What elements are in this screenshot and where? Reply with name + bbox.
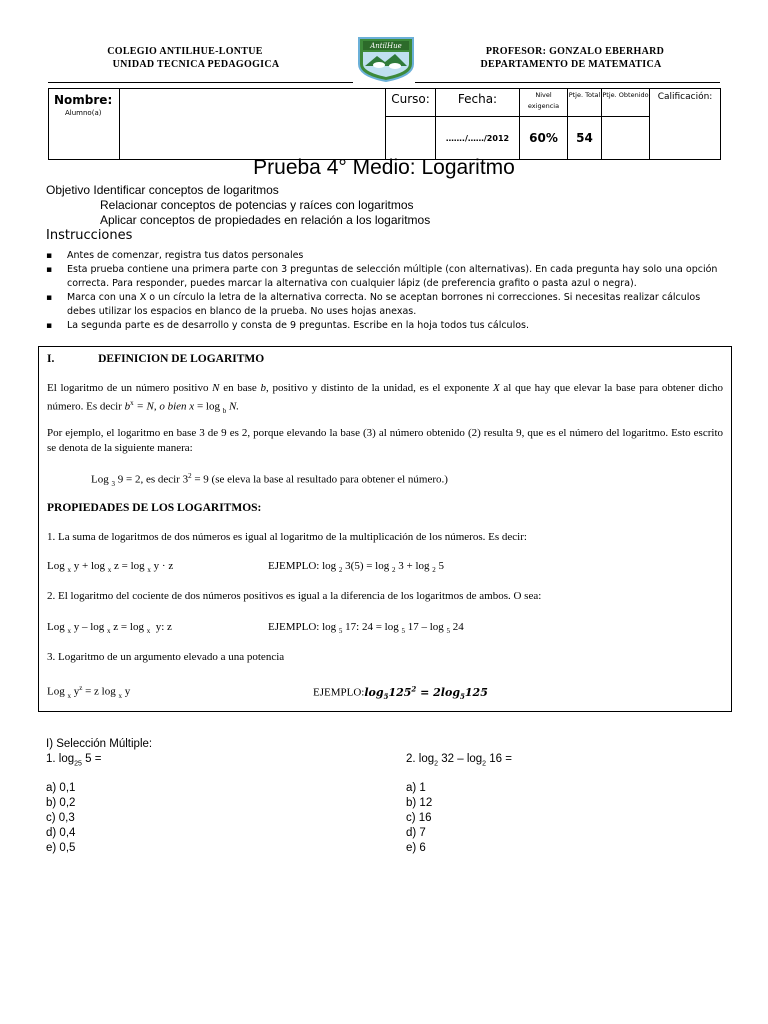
level-label: Nivel exigencia <box>520 89 568 117</box>
school-header <box>60 45 310 71</box>
definition-paragraph: El logaritmo de un número positivo N en base b, positivo y distinto de la unidad, es el exponente X al que hay que elevar la base para obtener dicho número. Es decir $b^x = N$, o bien x = log $_b$ N. <box>47 382 723 415</box>
teacher-name: PROFESOR: GONZALO EBERHARD <box>485 46 665 57</box>
example-formula: Log $_3$ 9 = 2, es decir $3^2 = 9$ (se eleva la base al resultado para obtener el número.) <box>91 472 448 488</box>
teacher-header <box>455 45 695 71</box>
property-2-example: EJEMPLO: log $_5$ 17: 24 = log $_5$ 17 – log $_5$ 24 <box>268 621 464 636</box>
question-1: 1. $\log_{25} 5$ = <box>46 753 102 768</box>
option-a[interactable]: a) 1 <box>406 782 426 794</box>
option-c[interactable]: c) 0,3 <box>46 812 75 824</box>
property-2-text: 2. El logaritmo del cociente de dos números positivos es igual a la diferencia de los logaritmos de ambos. O sea: <box>47 590 542 602</box>
instructions-heading: Instrucciones <box>46 228 133 243</box>
objective-1: Objetivo Identificar conceptos de logaritmos <box>46 183 279 197</box>
property-3-example: $EJEMPLO:\log_5125^2 = 2\log_5125$ <box>313 684 488 701</box>
property-3-text: 3. Logaritmo de un argumento elevado a una potencia <box>47 651 285 663</box>
name-field[interactable] <box>120 89 386 160</box>
definition-box <box>38 346 732 712</box>
total-score-label: Ptje. Total <box>568 89 602 117</box>
option-b[interactable]: b) 12 <box>406 797 433 809</box>
section-number: I. <box>47 353 55 365</box>
section-title: DEFINICION DE LOGARITMO <box>98 353 265 365</box>
school-logo <box>355 36 417 82</box>
option-c[interactable]: c) 16 <box>406 812 432 824</box>
obtained-score-label: Ptje. Obtenido <box>602 89 650 117</box>
example-paragraph: Por ejemplo, el logaritmo en base 3 de 9 es 2, porque elevando la base (3) al número obtenido (2) resulta 9, que es el número del logaritmo. Esto escrito se denota de la siguiente manera: <box>47 427 723 454</box>
property-1-text: 1. La suma de logaritmos de dos números es igual al logaritmo de la multiplicación de los números. Es decir: <box>47 531 527 543</box>
instruction-item: ▪ La segunda parte es de desarrollo y consta de 9 preguntas. Escribe en la hoja todos tus cálculos. <box>46 319 726 333</box>
multiple-choice-heading: I) Selección Múltiple: <box>46 738 153 750</box>
property-2-formula: Log $_x$ y – log $_x$ z = log $_x$ y: z <box>47 621 172 636</box>
objective-2: Relacionar conceptos de potencias y raíces con logaritmos <box>100 198 414 212</box>
school-name: COLEGIO ANTILHUE-LONTUE <box>107 46 263 57</box>
question-1-options <box>46 781 75 856</box>
grade-label: Calificación: <box>657 92 713 102</box>
property-3-formula: Log $_x$ $y^z = z$ log $_x$ y <box>47 684 131 700</box>
course-field[interactable] <box>386 117 436 160</box>
department-name: DEPARTAMENTO DE MATEMATICA <box>480 59 662 70</box>
instructions-list <box>46 249 726 333</box>
course-label: Curso: <box>386 89 436 117</box>
option-e[interactable]: e) 0,5 <box>46 842 76 854</box>
option-a[interactable]: a) 0,1 <box>46 782 76 794</box>
total-score-value: 54 <box>568 117 602 160</box>
option-d[interactable]: d) 0,4 <box>46 827 76 839</box>
date-label: Fecha: <box>436 89 520 117</box>
instruction-item: ▪ Marca con una X o un círculo la letra de la alternativa correcta. No se aceptan borrones ni correcciones. Si necesitas realizar cálculos debes utilizar los espacios en blanco de la prueba. No uses hojas anexas. <box>46 291 726 319</box>
option-d[interactable]: d) 7 <box>406 827 426 839</box>
student-info-table <box>48 88 721 160</box>
obtained-score-field[interactable] <box>602 117 650 160</box>
instruction-item: ▪ Antes de comenzar, registra tus datos personales <box>46 249 726 263</box>
logo-text: AntilHue <box>370 42 402 50</box>
question-2: 2. $\log_2 32 - \log_2 16$ = <box>406 753 512 768</box>
option-b[interactable]: b) 0,2 <box>46 797 76 809</box>
header-divider-left <box>48 82 353 83</box>
section-heading <box>47 352 723 367</box>
properties-title: PROPIEDADES DE LOS LOGARITMOS: <box>47 502 262 514</box>
grade-cell[interactable] <box>650 89 721 160</box>
instruction-item: ▪ Esta prueba contiene una primera parte con 3 preguntas de selección múltiple (con alternativas). En cada pregunta hay solo una opción correcta. Para responder, puedes marcar la alternativa con cualquier lápiz (de preferencia grafito o pasta azul o negra). <box>46 263 726 291</box>
objective-3: Aplicar conceptos de propiedades en relación a los logaritmos <box>100 213 431 227</box>
header-divider-right <box>415 82 720 83</box>
date-field[interactable]: ……./……/2012 <box>436 117 520 160</box>
property-1-formula: Log $_x$ y + log $_x$ z = log $_x$ y · z <box>47 560 174 575</box>
student-label: Alumno(a) <box>65 109 102 117</box>
school-unit: UNIDAD TECNICA PEDAGOGICA <box>112 59 280 70</box>
name-label: Nombre: <box>54 93 113 107</box>
level-value: 60% <box>520 117 568 160</box>
name-label-cell <box>49 89 120 160</box>
option-e[interactable]: e) 6 <box>406 842 426 854</box>
page-title: Prueba 4° Medio: Logaritmo <box>253 156 515 179</box>
question-2-options <box>406 781 432 856</box>
property-1-example: EJEMPLO: log $_2$ 3(5) = log $_2$ 3 + log $_2$ 5 <box>268 560 445 575</box>
